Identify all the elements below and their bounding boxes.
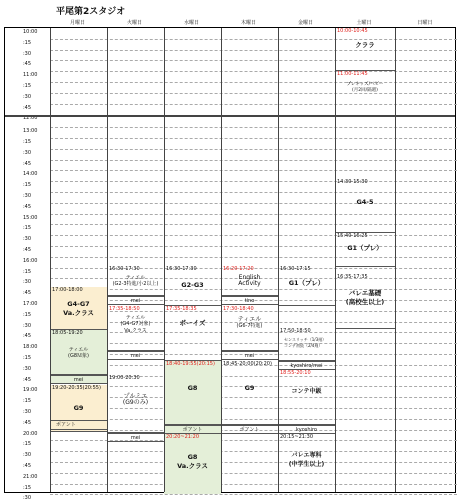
class-sat-g1: 15:40-16:25 G1（プレ） [335, 233, 395, 267]
time-label: :45 [23, 376, 32, 383]
day-header-fri: 金曜日 [297, 20, 313, 26]
day-header-mon: 月曜日 [69, 20, 85, 26]
class-fri-contemp: 18:55-20:10 コンテ中級 [278, 370, 335, 425]
time-label: 19:00 [23, 387, 38, 394]
time-label: 18:00 [23, 344, 38, 351]
time-label: 20:00 [23, 430, 38, 437]
pointe-mon: ポアント [50, 420, 107, 430]
time-label: :30 [23, 322, 32, 329]
time-label: 14:00 [23, 171, 38, 178]
day-header-thu: 木曜日 [240, 20, 256, 26]
class-mon-g4g7: 17:00-18:00 G4-G7 Va.クラス [50, 287, 107, 330]
class-tue-pulmie: 19:00-20:30 プルミエ (G9のみ) [107, 375, 164, 433]
class-mon-tiel: 18:05-19:20 ティエル (G8Ｍ象) [50, 330, 107, 375]
time-label: :30 [23, 149, 32, 156]
time-label: :30 [23, 236, 32, 243]
class-mon-g9: 19:20-20:35(20:55) G9 [50, 385, 107, 432]
class-wed-g2g3: 16:30-17:30 G2-G3 [164, 266, 221, 306]
time-label: :30 [23, 365, 32, 372]
day-header-sat: 土曜日 [356, 20, 372, 26]
time-label: 16:00 [23, 257, 38, 264]
time-label: :30 [23, 50, 32, 57]
pointe-thu: ポアント [221, 425, 278, 434]
class-sat-g45: 14:30-15:30 G4-5 [335, 179, 395, 233]
time-label: :45 [23, 203, 32, 210]
class-wed-boys: 17:35-18:35 ボーイズ [164, 306, 221, 361]
time-label: :15 [23, 484, 32, 491]
class-thu-g9: 18:45-20:00(20:20) G9 [221, 361, 278, 425]
time-label: 12:00 [23, 115, 38, 122]
time-label: :15 [23, 355, 32, 361]
class-tue-tiel: 16:30-17:30 ティエル (G2-3特進/小2以上) [107, 266, 164, 296]
time-label: :15 [23, 225, 32, 232]
class-sat-clara: 10:00-10:45 クララ [335, 28, 395, 71]
teacher-fri-kyoshiro-mei: kyoshiro/mei [278, 361, 335, 370]
time-label: :30 [23, 93, 32, 100]
class-sat-ballet: 16:35-17:35 バレエ基礎 (高校生以上) [335, 274, 395, 329]
time-label: :30 [23, 495, 32, 501]
class-tue-tiel-2: 17:35-18:50 ティエル (G4-G7対象) Va.クラス [107, 306, 164, 351]
class-thu-english: 16:20-17:20 English Activity [221, 266, 278, 296]
time-label: :45 [23, 290, 32, 297]
class-fri-ballet: 20:15~21:30 バレエ専科 (中学生以上) [280, 434, 325, 468]
time-label: :45 [23, 247, 32, 253]
time-label: :15 [23, 398, 32, 405]
time-label: :45 [23, 160, 32, 167]
teacher-tue-mei-3: mei [107, 433, 164, 442]
time-label: 21:00 [23, 473, 38, 480]
class-wed-g8: 18:40-19:55(20:15) G8 [164, 361, 221, 425]
time-label: :45 [23, 61, 32, 68]
time-label: :30 [23, 193, 32, 199]
time-label: :45 [23, 104, 32, 111]
class-sat-pre: 11:00-11:45 プレキッズ/ベビー (月2回/隔週) [337, 71, 384, 93]
class-wed-g8va: 20:20~21:20 G8 Va.クラス [164, 434, 221, 494]
teacher-fri-kyoshiro: kyoshiro [278, 425, 335, 434]
schedule-grid [4, 27, 456, 501]
time-label: :45 [23, 419, 32, 426]
day-header-tue: 火曜日 [126, 20, 142, 26]
time-label: :15 [23, 139, 32, 145]
time-label: :45 [23, 333, 32, 340]
time-label: :15 [23, 39, 32, 46]
time-label: 11:00 [23, 72, 38, 79]
page-title: 平尾第2スタジオ [56, 7, 126, 17]
class-thu-tiel: 17:30-18:40 ティエル (G6-7特進) [221, 306, 278, 351]
time-label: :15 [23, 441, 32, 448]
row-line [50, 494, 457, 495]
teacher-mon-mei: mei [50, 375, 107, 384]
time-label: :30 [23, 409, 32, 415]
time-label: :15 [23, 311, 32, 318]
time-label: :15 [23, 83, 32, 89]
time-label: 15:00 [23, 214, 38, 221]
time-label: :45 [23, 463, 32, 469]
teacher-thu-mei: mei [221, 351, 278, 360]
class-fri-cont: 17:50-18:50 センスリッチ（1/3週） コンテ初級（2/4週） [278, 328, 335, 361]
time-label: :15 [23, 182, 32, 189]
teacher-tue-mei-1: mei [107, 296, 164, 305]
time-label: :30 [23, 279, 32, 286]
teacher-tue-mei-2: mei [107, 351, 164, 360]
time-label: 17:00 [23, 301, 38, 307]
time-label: 13:00 [23, 128, 38, 135]
day-header-wed: 水曜日 [183, 20, 199, 26]
day-header-sun: 日曜日 [417, 20, 433, 26]
pointe-wed: ポアント [164, 425, 221, 434]
teacher-thu-tino: tino [221, 296, 278, 305]
time-label: :30 [23, 452, 32, 459]
lunch-divider [5, 115, 455, 117]
class-fri-g1: 16:30-17:15 G1（プレ） [278, 266, 335, 306]
time-label: 10:00 [23, 29, 38, 35]
time-label: :15 [23, 268, 32, 275]
